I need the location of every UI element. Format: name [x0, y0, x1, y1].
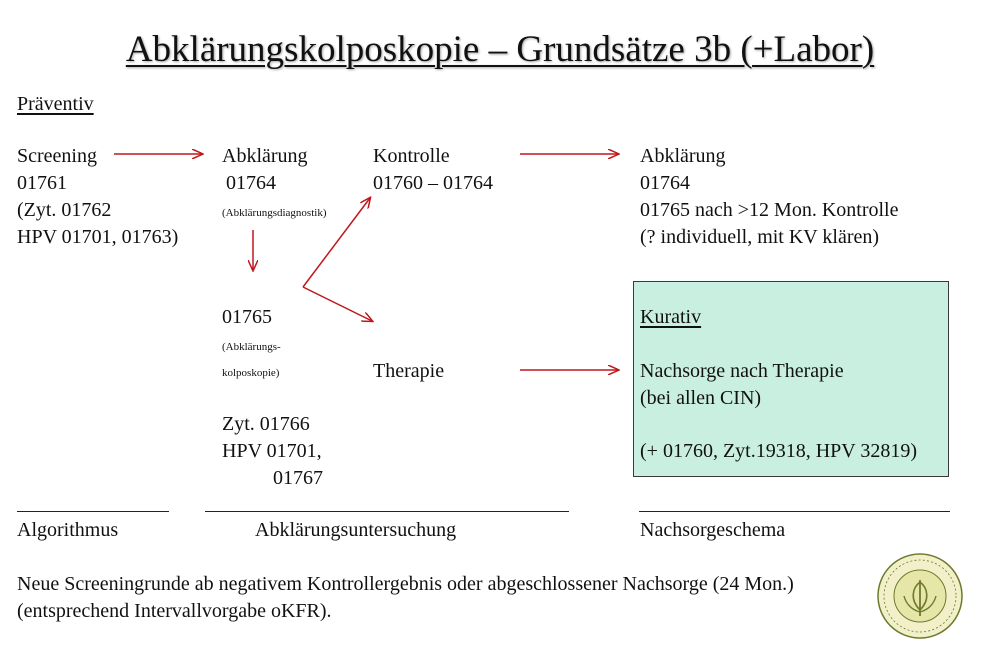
label-abklaerungsuntersuchung: Abklärungsuntersuchung — [255, 519, 457, 541]
kontrolle-code: 01760 – 01764 — [373, 172, 493, 194]
abklaerung-heading: Abklärung — [222, 145, 308, 167]
arrow-branch-up-kontrolle — [303, 198, 370, 287]
lab-zyt: Zyt. 01766 — [222, 413, 310, 435]
label-nachsorgeschema: Nachsorgeschema — [640, 519, 786, 541]
abklaerung-followup-code: 01764 — [640, 172, 690, 194]
screening-hpv: HPV 01701, 01763) — [17, 226, 179, 248]
note-line-1: Neue Screeningrunde ab negativem Kontrollergebnis oder abgeschlossener Nachsorge (24 Mon.) — [17, 573, 794, 595]
kontrolle-heading: Kontrolle — [373, 145, 450, 167]
therapie-label: Therapie — [373, 360, 445, 382]
screening-code: 01761 — [17, 172, 67, 194]
screening-zyt: (Zyt. 01762 — [17, 199, 112, 221]
label-algorithmus: Algorithmus — [17, 519, 119, 541]
arrow-branch-down-therapie — [303, 287, 372, 321]
rule-abklaerungsuntersuchung — [205, 511, 569, 512]
kurativ-label: Kurativ — [640, 306, 702, 328]
abklaerungskolposkopie-note-2: kolposkopie) — [222, 367, 280, 379]
abklaerung-followup-heading: Abklärung — [640, 145, 726, 167]
abklaerung-code: 01764 — [226, 172, 276, 194]
screening-heading: Screening — [17, 145, 97, 167]
rule-nachsorgeschema — [639, 511, 950, 512]
abklaerung-followup-kontrolle: 01765 nach >12 Mon. Kontrolle — [640, 199, 899, 221]
nachsorge-line-3: (+ 01760, Zyt.19318, HPV 32819) — [640, 440, 918, 462]
lab-hpv-code: 01767 — [273, 467, 323, 489]
nachsorge-line-2: (bei allen CIN) — [640, 387, 762, 409]
page-title: Abklärungskolposkopie – Grundsätze 3b (+Labor) — [125, 29, 875, 70]
lab-hpv: HPV 01701, — [222, 440, 322, 462]
rule-algorithmus — [17, 511, 169, 512]
abklaerung-followup-kv: (? individuell, mit KV klären) — [640, 226, 880, 248]
abklaerungskolposkopie-note-1: (Abklärungs- — [222, 341, 281, 353]
abklaerungskolposkopie-code: 01765 — [222, 306, 272, 328]
note-line-2: (entsprechend Intervallvorgabe oKFR). — [17, 600, 332, 622]
abklaerungsdiagnostik-note: (Abklärungsdiagnostik) — [222, 207, 327, 219]
section-label-praeventiv: Präventiv — [17, 93, 94, 115]
nachsorge-line-1: Nachsorge nach Therapie — [640, 360, 844, 382]
seal-logo-icon — [876, 552, 964, 640]
